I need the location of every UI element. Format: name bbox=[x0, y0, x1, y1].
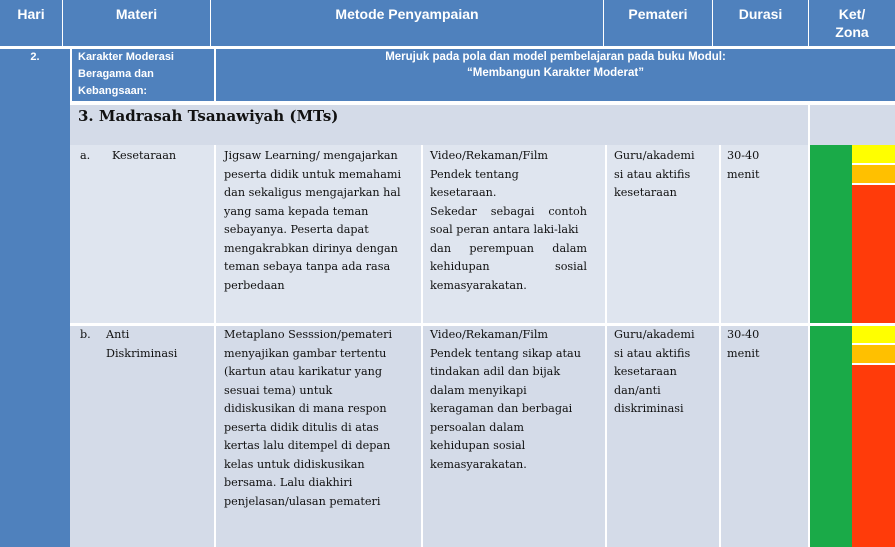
item-a-zone-green bbox=[808, 145, 852, 323]
section-title-cell bbox=[70, 105, 808, 145]
header-ket: Ket/ bbox=[838, 6, 866, 22]
item-a-metode-line: dan sekaligus mengajarkan hal bbox=[224, 186, 401, 199]
item-b-pemateri-line: kesetaraan bbox=[614, 365, 677, 378]
item-b-metode-line: Metaplano Sesssion/pemateri bbox=[224, 328, 393, 341]
item-b-media-text bbox=[430, 326, 605, 474]
item-a-media-line: Sekedar sebagai contoh bbox=[430, 204, 587, 218]
item-a-metode-text bbox=[224, 147, 421, 295]
item-a-durasi-line: 30-40 bbox=[727, 149, 760, 162]
item-a-media-line: kehidupan sosial bbox=[430, 260, 587, 273]
item-a-pemateri-line: Guru/akademi bbox=[614, 149, 695, 162]
item-b-zone-yellow bbox=[852, 326, 895, 343]
item-b-metode-cell bbox=[214, 326, 421, 547]
item-a-zone-red bbox=[852, 185, 895, 323]
item-a-media-line: Video/Rekaman/Film bbox=[430, 149, 549, 162]
item-a-pemateri-line: kesetaraan bbox=[614, 186, 677, 199]
section-title: 3. Madrasah Tsanawiyah (MTs) bbox=[78, 107, 339, 125]
item-a-metode-line: perbedaan bbox=[224, 278, 285, 292]
item-b-pemateri-line: dan/anti bbox=[614, 383, 661, 397]
materi-line-3: Kebangsaan: bbox=[78, 85, 148, 97]
item-b-title-line-2: Diskriminasi bbox=[106, 346, 178, 360]
item-a-durasi-line: menit bbox=[727, 167, 760, 181]
item-a-materi-cell bbox=[70, 145, 214, 323]
item-a-media-line: dan perempuan dalam bbox=[430, 241, 587, 255]
header-pemateri: Pemateri bbox=[604, 0, 713, 46]
header-materi: Materi bbox=[63, 0, 211, 46]
item-b-metode-line: kertas lalu ditempel di depan bbox=[224, 439, 391, 452]
item-b-metode-line: menyajikan gambar tertentu bbox=[224, 346, 387, 360]
item-b-metode-line: bersama. Lalu diakhiri bbox=[224, 476, 353, 489]
item-a-metode-line: mengakrabkan dirinya dengan bbox=[224, 241, 398, 255]
item-b-media-line: kemasyarakatan. bbox=[430, 457, 527, 471]
materi-line-2: Beragama dan bbox=[78, 68, 154, 80]
item-b-media-line: kehidupan sosial bbox=[430, 439, 526, 452]
item-b-metode-line: didiskusikan di mana respon bbox=[224, 402, 387, 415]
item-a-metode-line: peserta didik untuk memahami bbox=[224, 167, 402, 181]
item-a-pemateri-text bbox=[614, 147, 719, 203]
header-hari: Hari bbox=[0, 0, 63, 46]
item-b-pemateri-line: si atau aktifis bbox=[614, 346, 691, 360]
item-b-media-cell bbox=[421, 326, 605, 547]
item-b-zone-green bbox=[808, 326, 852, 547]
header-zona: Zona bbox=[835, 24, 869, 40]
item-a-durasi-text bbox=[727, 147, 808, 184]
item-a-metode-line: sebayanya. Peserta dapat bbox=[224, 223, 369, 236]
module-reference-line-2: “Membangun Karakter Moderat” bbox=[466, 67, 644, 79]
item-a-media-text bbox=[430, 147, 587, 295]
item-b-durasi-text bbox=[727, 326, 808, 363]
item-a-media-line: Pendek tentang kesetaraan. bbox=[430, 167, 519, 199]
item-a-metode-line: teman sebaya tanpa ada rasa bbox=[224, 260, 391, 273]
item-b-pemateri-line: diskriminasi bbox=[614, 402, 684, 415]
item-b-zone-red bbox=[852, 365, 895, 547]
row-number: 2. bbox=[30, 51, 40, 63]
item-b-pemateri-cell bbox=[605, 326, 719, 547]
item-a-pemateri-cell bbox=[605, 145, 719, 323]
item-b-media-line: persoalan dalam bbox=[430, 420, 524, 434]
section-title-zone-cell bbox=[808, 105, 895, 145]
item-b-materi-cell bbox=[70, 326, 214, 547]
item-a-media-cell bbox=[421, 145, 605, 323]
item-b-metode-line: (kartun atau karikatur yang bbox=[224, 365, 383, 378]
item-a-metode-line: yang sama kepada teman bbox=[224, 204, 369, 218]
item-a-letter: a. bbox=[80, 149, 91, 162]
item-b-media-line: Video/Rekaman/Film bbox=[430, 328, 549, 341]
row-materi-cell bbox=[70, 49, 214, 101]
item-b-metode-line: penjelasan/ulasan pemateri bbox=[224, 494, 381, 508]
item-b-metode-line: peserta didik ditulis di atas bbox=[224, 420, 379, 434]
item-a-zone-yellow bbox=[852, 145, 895, 163]
item-b-durasi-cell bbox=[719, 326, 808, 547]
item-b-metode-line: sesuai tema) untuk bbox=[224, 383, 333, 397]
item-b-media-line: tindakan adil dan bijak bbox=[430, 365, 561, 378]
item-b-media-line: keragaman dan berbagai bbox=[430, 402, 573, 415]
header-metode: Metode Penyampaian bbox=[211, 0, 604, 46]
item-a-durasi-cell bbox=[719, 145, 808, 323]
item-a-zone-orange bbox=[852, 165, 895, 183]
materi-line-1: Karakter Moderasi bbox=[78, 51, 174, 63]
item-b-zone-orange bbox=[852, 345, 895, 363]
item-b-media-line: dalam menyikapi bbox=[430, 383, 527, 397]
item-a-media-line: soal peran antara laki-laki bbox=[430, 223, 579, 236]
item-a-pemateri-line: si atau aktifis bbox=[614, 167, 691, 181]
item-b-media-line: Pendek tentang sikap atau bbox=[430, 346, 581, 360]
item-a-title: Kesetaraan bbox=[112, 149, 177, 162]
header-ket-zona bbox=[809, 0, 895, 46]
item-b-letter: b. bbox=[80, 328, 91, 341]
item-b-durasi-line: 30-40 bbox=[727, 328, 760, 341]
module-reference-line-1: Merujuk pada pola dan model pembelajaran pada buku Modul: bbox=[385, 51, 726, 63]
item-b-title-line-1: Anti bbox=[106, 328, 130, 341]
row-number-cell bbox=[0, 49, 70, 547]
header-durasi: Durasi bbox=[713, 0, 809, 46]
item-b-pemateri-line: Guru/akademi bbox=[614, 328, 695, 341]
module-reference-cell bbox=[214, 49, 895, 101]
item-b-pemateri-text bbox=[614, 326, 719, 419]
item-b-metode-text bbox=[224, 326, 421, 511]
item-b-durasi-line: menit bbox=[727, 346, 760, 360]
item-a-metode-line: Jigsaw Learning/ mengajarkan bbox=[224, 149, 398, 162]
item-b-metode-line: kelas untuk didiskusikan bbox=[224, 457, 365, 471]
item-a-metode-cell bbox=[214, 145, 421, 323]
item-a-media-line: kemasyarakatan. bbox=[430, 278, 527, 292]
